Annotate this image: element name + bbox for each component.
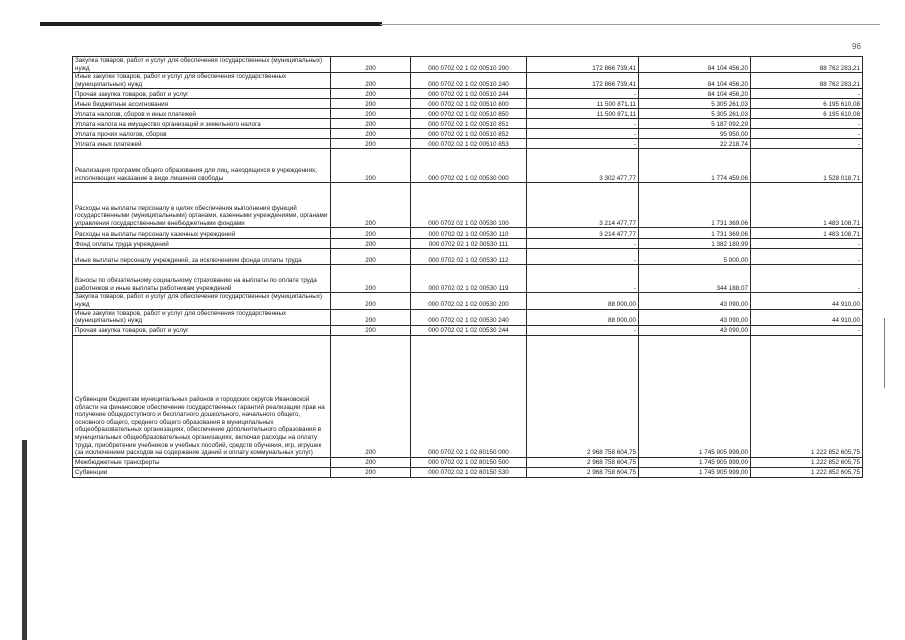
cell-kbk: 000 0702 02 1 02 00530 000 <box>411 149 527 183</box>
cell-approved: 88 000,00 <box>527 293 639 309</box>
cell-executed: 84 104 456,20 <box>639 57 751 73</box>
cell-code: 200 <box>331 335 411 457</box>
cell-unexecuted: - <box>751 239 863 249</box>
cell-code: 200 <box>331 183 411 228</box>
table-row <box>73 139 863 149</box>
cell-approved: - <box>527 89 639 99</box>
cell-name: Фонд оплаты труда учреждений <box>73 239 331 249</box>
table-row <box>73 129 863 139</box>
cell-code: 200 <box>331 309 411 325</box>
cell-name: Прочая закупка товаров, работ и услуг <box>73 89 331 99</box>
table-row <box>73 183 863 228</box>
cell-unexecuted: 6 195 610,08 <box>751 109 863 119</box>
cell-code: 200 <box>331 239 411 249</box>
cell-code: 200 <box>331 457 411 467</box>
expenditure-table <box>72 56 863 478</box>
cell-executed: 1 382 180,99 <box>639 239 751 249</box>
cell-kbk: 000 0702 02 1 02 00530 200 <box>411 293 527 309</box>
table-row <box>73 239 863 249</box>
cell-approved: 172 866 739,41 <box>527 73 639 89</box>
cell-kbk: 000 0702 02 1 02 00510 244 <box>411 89 527 99</box>
cell-unexecuted: 88 762 283,21 <box>751 73 863 89</box>
cell-kbk: 000 0702 02 1 02 00510 800 <box>411 99 527 109</box>
cell-name: Субвенции бюджетам муниципальных районов и городских округов Ивановской области на финансовое обеспечение государственных гарантий реализации прав на получение общедоступного и бесплатного дошкольного, начального общего, основного общего, среднего общего образования в муниципальных общеобразовательных организациях, обеспечение дополнительного образования в муниципальных общеобразовательных организациях, включая расходы на оплату труда, приобретение учебников и учебных пособий, средств обучения, игр, игрушек (за исключением расходов на содержание зданий и оплату коммунальных услуг) <box>73 335 331 457</box>
cell-approved: 3 214 477,77 <box>527 183 639 228</box>
cell-name: Уплата налога на имущество организаций и земельного налога <box>73 119 331 129</box>
cell-unexecuted: 1 222 852 605,75 <box>751 457 863 467</box>
cell-kbk: 000 0702 02 1 02 00530 110 <box>411 228 527 239</box>
cell-approved: 11 500 871,11 <box>527 109 639 119</box>
cell-executed: 1 774 459,06 <box>639 149 751 183</box>
cell-executed: 1 731 369,06 <box>639 228 751 239</box>
cell-approved: 11 500 871,11 <box>527 99 639 109</box>
cell-approved: - <box>527 239 639 249</box>
cell-code: 200 <box>331 139 411 149</box>
cell-unexecuted: - <box>751 325 863 335</box>
table-row <box>73 109 863 119</box>
cell-approved: - <box>527 265 639 293</box>
cell-executed: 1 731 369,06 <box>639 183 751 228</box>
cell-executed: 43 090,00 <box>639 293 751 309</box>
cell-name: Расходы на выплаты персоналу в целях обеспечения выполнения функций государственными (муниципальными) органами, казенными учреждениями, органами управления государственными внебюджетными фондами <box>73 183 331 228</box>
table-row <box>73 293 863 309</box>
cell-executed: 1 745 905 999,00 <box>639 457 751 467</box>
cell-name: Иные закупки товаров, работ и услуг для обеспечения государственных (муниципальных) нужд <box>73 309 331 325</box>
cell-unexecuted: - <box>751 265 863 293</box>
cell-approved: 88 000,00 <box>527 309 639 325</box>
cell-executed: 84 104 456,20 <box>639 89 751 99</box>
cell-name: Иные выплаты персоналу учреждений, за исключением фонда оплаты труда <box>73 249 331 265</box>
cell-executed: 1 745 905 999,00 <box>639 467 751 477</box>
cell-code: 200 <box>331 467 411 477</box>
cell-unexecuted: 44 910,00 <box>751 293 863 309</box>
cell-approved: 2 968 758 604,75 <box>527 467 639 477</box>
cell-approved: 3 302 477,77 <box>527 149 639 183</box>
cell-kbk: 000 0702 02 1 02 80150 500 <box>411 457 527 467</box>
cell-executed: 5 187 092,29 <box>639 119 751 129</box>
cell-unexecuted: - <box>751 139 863 149</box>
cell-kbk: 000 0702 02 1 02 00530 100 <box>411 183 527 228</box>
cell-code: 200 <box>331 228 411 239</box>
cell-approved: 172 866 739,41 <box>527 57 639 73</box>
cell-name: Межбюджетные трансферты <box>73 457 331 467</box>
cell-name: Реализация программ общего образования для лиц, находящихся в учреждениях, исполняющих наказание в виде лишения свободы <box>73 149 331 183</box>
table-row <box>73 309 863 325</box>
cell-name: Расходы на выплаты персоналу казенных учреждений <box>73 228 331 239</box>
cell-executed: 22 218,74 <box>639 139 751 149</box>
cell-unexecuted: - <box>751 129 863 139</box>
cell-unexecuted: 1 528 018,71 <box>751 149 863 183</box>
cell-code: 200 <box>331 99 411 109</box>
cell-unexecuted: 6 195 610,08 <box>751 99 863 109</box>
cell-approved: - <box>527 119 639 129</box>
table-row <box>73 89 863 99</box>
scan-right-mark <box>884 318 885 388</box>
cell-name: Закупка товаров, работ и услуг для обеспечения государственных (муниципальных) нужд <box>73 57 331 73</box>
table-row <box>73 335 863 457</box>
table-row <box>73 99 863 109</box>
expenditure-table-body <box>73 57 863 478</box>
cell-code: 200 <box>331 293 411 309</box>
cell-executed: 95 950,00 <box>639 129 751 139</box>
cell-unexecuted: 88 762 283,21 <box>751 57 863 73</box>
cell-executed: 5 305 261,03 <box>639 109 751 119</box>
cell-unexecuted: - <box>751 119 863 129</box>
cell-unexecuted: 1 222 852 605,75 <box>751 467 863 477</box>
cell-code: 200 <box>331 325 411 335</box>
cell-kbk: 000 0702 02 1 02 00530 240 <box>411 309 527 325</box>
cell-approved: 2 968 758 604,75 <box>527 457 639 467</box>
cell-executed: 344 188,07 <box>639 265 751 293</box>
cell-approved: - <box>527 129 639 139</box>
cell-code: 200 <box>331 89 411 99</box>
cell-kbk: 000 0702 02 1 02 00510 850 <box>411 109 527 119</box>
cell-executed: 1 745 905 999,00 <box>639 335 751 457</box>
cell-code: 200 <box>331 149 411 183</box>
cell-executed: 84 104 456,20 <box>639 73 751 89</box>
table-row <box>73 73 863 89</box>
cell-name: Прочая закупка товаров, работ и услуг <box>73 325 331 335</box>
cell-kbk: 000 0702 02 1 02 00530 111 <box>411 239 527 249</box>
cell-unexecuted: 1 222 852 605,75 <box>751 335 863 457</box>
cell-name: Уплата налогов, сборов и иных платежей <box>73 109 331 119</box>
table-row <box>73 228 863 239</box>
cell-executed: 5 000,00 <box>639 249 751 265</box>
cell-name: Закупка товаров, работ и услуг для обеспечения государственных (муниципальных) нужд <box>73 293 331 309</box>
table-row <box>73 265 863 293</box>
cell-executed: 43 090,00 <box>639 325 751 335</box>
cell-code: 200 <box>331 73 411 89</box>
page-number: 96 <box>852 42 861 51</box>
cell-code: 200 <box>331 57 411 73</box>
cell-code: 200 <box>331 119 411 129</box>
cell-kbk: 000 0702 02 1 02 00510 200 <box>411 57 527 73</box>
cell-name: Иные бюджетные ассигнования <box>73 99 331 109</box>
table-row <box>73 325 863 335</box>
cell-kbk: 000 0702 02 1 02 80150 000 <box>411 335 527 457</box>
scan-left-edge <box>22 440 27 640</box>
table-row <box>73 149 863 183</box>
cell-approved: - <box>527 139 639 149</box>
table-row <box>73 57 863 73</box>
cell-approved: - <box>527 325 639 335</box>
cell-unexecuted: - <box>751 249 863 265</box>
cell-name: Иные закупки товаров, работ и услуг для обеспечения государственных (муниципальных) нужд <box>73 73 331 89</box>
cell-executed: 43 090,00 <box>639 309 751 325</box>
cell-kbk: 000 0702 02 1 02 00510 851 <box>411 119 527 129</box>
cell-kbk: 000 0702 02 1 02 00530 244 <box>411 325 527 335</box>
cell-name: Взносы по обязательному социальному страхованию на выплаты по оплате труда работников и иные выплаты работникам учреждений <box>73 265 331 293</box>
cell-unexecuted: 1 483 108,71 <box>751 228 863 239</box>
cell-executed: 5 305 261,03 <box>639 99 751 109</box>
cell-name: Субвенции <box>73 467 331 477</box>
cell-kbk: 000 0702 02 1 02 80150 530 <box>411 467 527 477</box>
cell-unexecuted: - <box>751 89 863 99</box>
table-row <box>73 457 863 467</box>
cell-code: 200 <box>331 249 411 265</box>
cell-kbk: 000 0702 02 1 02 00510 240 <box>411 73 527 89</box>
cell-unexecuted: 1 483 108,71 <box>751 183 863 228</box>
cell-unexecuted: 44 910,00 <box>751 309 863 325</box>
cell-code: 200 <box>331 265 411 293</box>
scan-top-rule <box>40 22 382 26</box>
cell-kbk: 000 0702 02 1 02 00510 853 <box>411 139 527 149</box>
cell-approved: - <box>527 249 639 265</box>
cell-kbk: 000 0702 02 1 02 00530 112 <box>411 249 527 265</box>
cell-kbk: 000 0702 02 1 02 00530 119 <box>411 265 527 293</box>
cell-approved: 2 968 758 604,75 <box>527 335 639 457</box>
cell-code: 200 <box>331 129 411 139</box>
scan-top-line <box>380 24 880 25</box>
cell-name: Уплата иных платежей <box>73 139 331 149</box>
table-row <box>73 119 863 129</box>
table-row <box>73 467 863 477</box>
cell-code: 200 <box>331 109 411 119</box>
cell-name: Уплата прочих налогов, сборов <box>73 129 331 139</box>
table-row <box>73 249 863 265</box>
cell-approved: 3 214 477,77 <box>527 228 639 239</box>
cell-kbk: 000 0702 02 1 02 00510 852 <box>411 129 527 139</box>
